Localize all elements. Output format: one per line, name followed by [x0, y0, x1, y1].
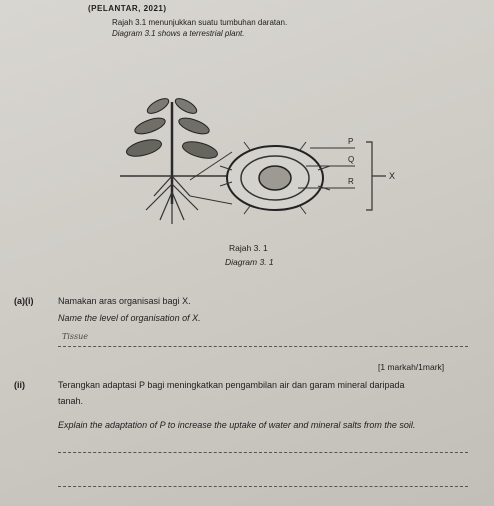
plant-diagram	[110, 92, 410, 232]
label-q: Q	[348, 155, 355, 164]
marks-label: [1 markah/1mark]	[378, 362, 445, 372]
question-text-malay: Namakan aras organisasi bagi X.	[58, 296, 191, 306]
plant-leaf	[133, 115, 167, 137]
label-r: R	[348, 177, 354, 186]
diagram-caption-malay: Rajah 3. 1	[229, 243, 268, 253]
handwritten-answer: Tissue	[62, 332, 88, 341]
label-p: P	[348, 137, 354, 146]
question-number: (a)(i)	[14, 296, 34, 306]
zoom-line	[190, 196, 232, 204]
question-text-english: Explain the adaptation of P to increase the uptake of water and mineral salts from the soil.	[58, 420, 416, 430]
plant-leaf	[125, 137, 163, 160]
question-text-english: Name the level of organisation of X.	[58, 313, 201, 323]
plant-leaf	[181, 139, 219, 162]
plant-leaf	[173, 96, 199, 117]
plant-leaf	[177, 115, 211, 137]
intro-malay: Rajah 3.1 menunjukkan suatu tumbuhan daratan.	[112, 18, 288, 27]
root-vascular	[259, 166, 291, 190]
question-number: (ii)	[14, 380, 25, 390]
answer-line[interactable]	[58, 452, 468, 453]
label-x: X	[389, 171, 396, 181]
answer-line[interactable]	[58, 486, 468, 487]
bracket-x	[366, 142, 386, 210]
source-tag: (PELANTAR, 2021)	[88, 4, 167, 13]
intro-english: Diagram 3.1 shows a terrestrial plant.	[112, 29, 245, 38]
question-text-malay: Terangkan adaptasi P bagi meningkatkan pengambilan air dan garam mineral daripada	[58, 380, 405, 390]
diagram-caption-english: Diagram 3. 1	[225, 257, 274, 267]
answer-line[interactable]	[58, 346, 468, 347]
question-text-malay-continued: tanah.	[58, 396, 84, 406]
plant-leaf	[145, 96, 171, 117]
